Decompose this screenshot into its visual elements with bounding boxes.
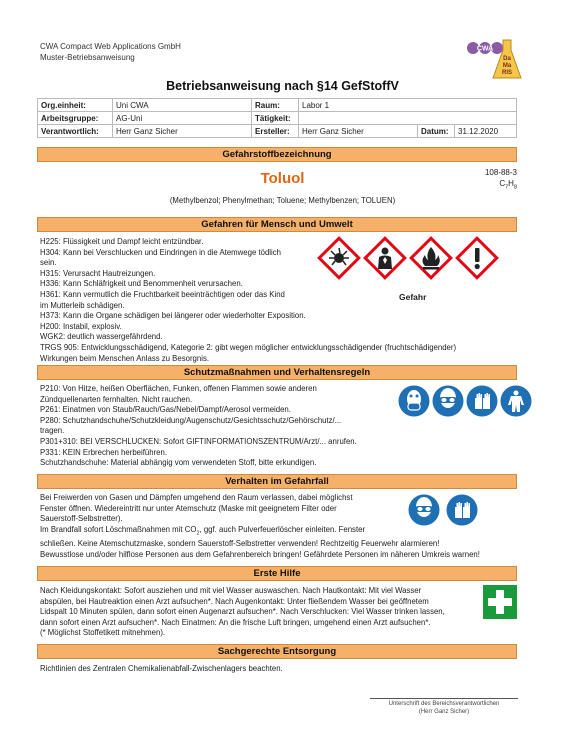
first-aid-line: Lidspalt 10 Minuten spülen, dann sofort einen Augenarzt aufsuchen*. Nach Verschlucken: Viel Wasser trinken lassen, [40,607,445,617]
respirator-icon [398,385,430,417]
protection-line: P280: Schutzhandschuhe/Schutzkleidung/Augenschutz/Gesichtsschutz/Gehörschutz/... [40,415,342,425]
gloves-icon [466,385,498,417]
flame-pictogram [409,236,453,280]
hazard-line: H225: Flüssigkeit und Dampf leicht entzündbar. [40,237,204,246]
protection-line: P261: Einatmen von Staub/Rauch/Gas/Nebel/Dampf/Aerosol vermeiden. [40,405,291,415]
hazard-line: sein. [40,258,57,268]
hazard-line: H304: Kann bei Verschlucken und Eindringen in die Atemwege tödlich [40,247,281,257]
protection-line: Zündquellenarten fernhalten. Nicht rauchen. [40,394,193,404]
first-aid-icon [483,585,517,619]
molecular-formula: $C_7H_8$ [499,179,517,191]
emergency-line: schließen. Keine Atemschutzmaske, sondern Sauerstoff-Selbstretter verwenden! Rechtzeitig Feuerwehr alarmieren! [40,538,440,548]
signature-caption [370,700,518,716]
datum-label: Datum: [418,125,455,138]
emergency-line: Sauerstoff-Selbstretter). [40,514,123,524]
substance-identifiers [470,167,517,194]
hazard-line: TRGS 905: Entwicklungsschädigend, Kategorie 2: gibt wegen möglicher entwicklungsschädigender (fruchtschädigender) [40,342,457,352]
org-label: Org.einheit: [38,99,113,112]
first-aid-line: dann sofort einen Arzt aufsuchen*. Nach Einatmen: An die frische Luft bringen, umgehend einen Arzt aufsuchen*. [40,617,431,627]
section-bar-gefahren: Gefahren für Mensch und Umwelt [37,217,517,232]
hazard-line: H200: Instabil, explosiv. [40,321,122,331]
signal-word: Gefahr [399,292,427,302]
raum-value: Labor 1 [299,99,517,112]
info-table [37,98,517,138]
explosive-pictogram [317,236,361,280]
cas-number: 108-88-3 [484,168,517,177]
ersteller-label: Ersteller: [252,125,299,138]
signature-label: Unterschrift des Bereichsverantwortlichen [388,701,500,707]
hazard-line: im Mutterleib schädigen. [40,300,125,310]
document-type: Muster-Betriebsanweisung [40,53,135,62]
section-bar-verhalten: Verhalten im Gefahrfall [37,474,517,489]
company-name: CWA Compact Web Applications GmbH [40,42,181,51]
verantwortlich-value: Herr Ganz Sicher [113,125,252,138]
first-aid-instructions [40,586,480,639]
datum-value: 31.12.2020 [455,125,517,138]
health-hazard-pictogram [363,236,407,280]
goggles-icon [408,494,440,526]
taetigkeit-value [299,112,517,125]
logo-text-ris: RIS [501,70,513,76]
org-value: Uni CWA [113,99,252,112]
emergency-instructions [40,493,515,560]
first-aid-line: (* Möglichst Stoffetikett mitnehmen). [40,628,166,638]
section-bar-bezeichnung: Gefahrstoffbezeichnung [37,147,517,162]
logo-text-cwa: CWA [476,45,494,53]
hazard-line: H315: Verursacht Hautreizungen. [40,268,156,278]
signature-name: (Herr Ganz Sicher) [418,709,470,715]
hazard-line: WGK2: deutlich wassergefährdend. [40,332,163,342]
ersteller-value: Herr Ganz Sicher [299,125,418,138]
emergency-line: Im Brandfall sofort Löschmaßnahmen mit $CO_2$, ggf. auch Pulverfeuerlöscher einleiten. Fenster [40,524,366,537]
hazard-line: H336: Kann Schläfrigkeit und Benommenheit verursachen. [40,279,243,289]
emergency-line: Bewusstlose und/oder hilflose Personen aus dem Gefahrenbereich bringen! Gefährdete Personen im näheren Umkreis warnen! [40,549,480,559]
substance-synonyms: (Methylbenzol; Phenylmethan; Toluene; Methylbenzen; TOLUEN) [169,196,396,205]
arbeitsgruppe-label: Arbeitsgruppe: [38,112,113,125]
raum-label: Raum: [252,99,299,112]
protection-line: P331: KEIN Erbrechen herbeiführen. [40,447,167,457]
exclamation-pictogram [455,236,499,280]
hazard-line: H361: Kann vermutlich die Fruchtbarkeit beeinträchtigen oder das Kind [40,289,285,299]
section-bar-schutz: Schutzmaßnahmen und Verhaltensregeln [37,365,517,380]
company-header [40,41,181,63]
goggles-icon [432,385,464,417]
first-aid-line: abspülen, bei Hautreaktion einen Arzt aufsuchen*. Nach Augenkontakt: Unter fließendem Wasser bei geöffnetem [40,596,429,606]
disposal-text: Richtlinien des Zentralen Chemikalienabfall-Zwischenlagers beachten. [40,664,283,673]
protection-line: tragen. [40,426,65,436]
gloves-icon [446,494,478,526]
document-title: Betriebsanweisung nach §14 GefStoffV [166,79,399,93]
protection-line: Schutzhandschuhe: Material abhängig vom verwendeten Stoff, bitte erkundigen. [40,458,317,468]
section-bar-entsorgung: Sachgerechte Entsorgung [37,644,517,659]
logo-text-da: Da [503,56,511,62]
protection-line: P301+310: BEI VERSCHLUCKEN: Sofort GIFTINFORMATIONSZENTRUM/Arzt/... anrufen. [40,436,357,446]
taetigkeit-label: Tätigkeit: [252,112,299,125]
damaris-logo [463,34,523,82]
hazard-line: H373: Kann die Organe schädigen bei längerer oder wiederholter Exposition. [40,311,306,321]
arbeitsgruppe-value: AG-Uni [113,112,252,125]
section-bar-erste-hilfe: Erste Hilfe [37,566,517,581]
emergency-line: Bei Freiwerden von Gasen und Dämpfen umgehend den Raum verlassen, dabei möglichst [40,493,353,502]
protection-statements [40,384,390,469]
protective-clothing-icon [500,385,532,417]
signature-line [370,698,518,699]
emergency-line: Fenster öffnen. Wiedereintritt nur unter Atemschutz (Maske mit geeignetem Filter oder [40,503,337,513]
first-aid-line: Nach Kleidungskontakt: Sofort ausziehen und mit viel Wasser auswaschen. Nach Hautkontakt: Mit viel Wasser [40,586,422,595]
substance-name: Toluol [260,170,305,187]
logo-text-ma: Ma [502,63,512,69]
hazard-line: Wirkungen beim Menschen Anlass zu Besorgnis. [40,353,210,363]
protection-line: P210: Von Hitze, heißen Oberflächen, Funken, offenen Flammen sowie anderen [40,384,317,393]
verantwortlich-label: Verantwortlich: [38,125,113,138]
